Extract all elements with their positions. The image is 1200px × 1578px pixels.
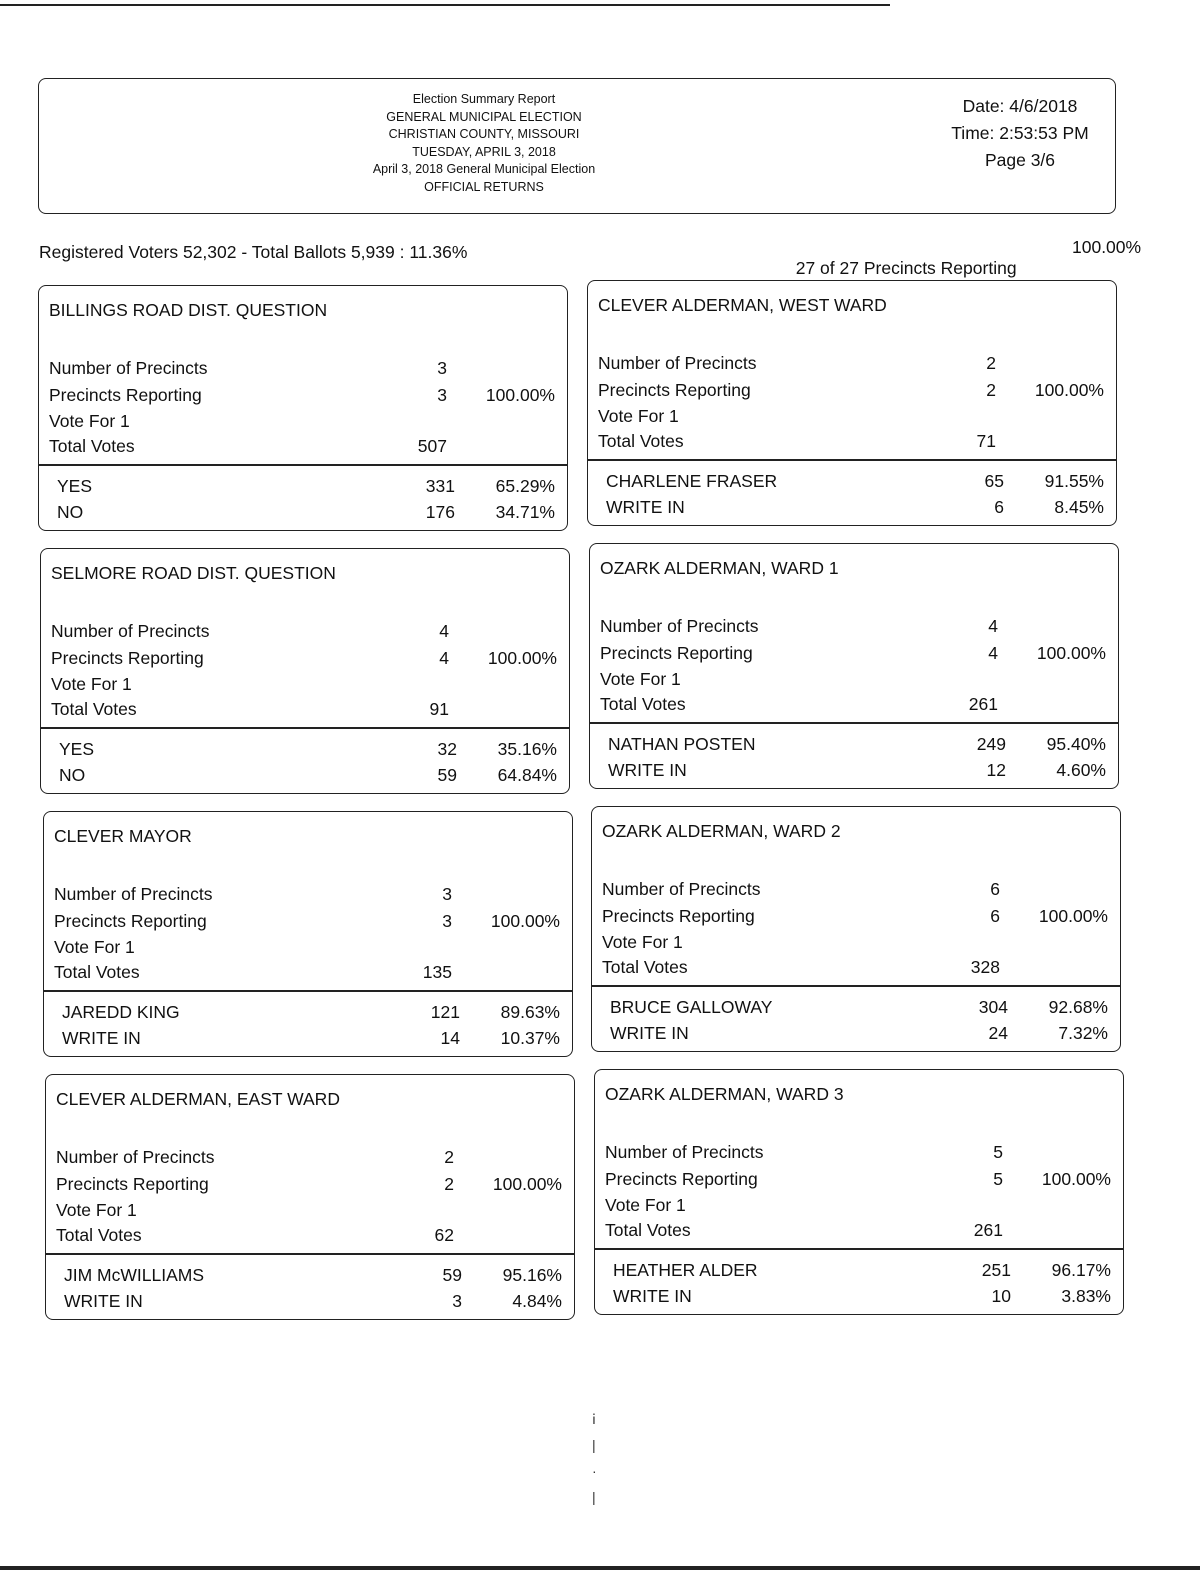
candidate-row xyxy=(613,1260,1115,1282)
stat-value: 5 xyxy=(993,1169,1003,1189)
report-title: Election Summary Report xyxy=(412,92,556,106)
candidate-name: NO xyxy=(59,765,86,785)
candidate-percent: 96.17% xyxy=(1051,1260,1111,1280)
candidate-votes: 176 xyxy=(425,502,455,522)
stat-value: 261 xyxy=(968,694,998,714)
stat-label: Total Votes xyxy=(54,962,140,982)
candidate-name: NO xyxy=(57,502,84,522)
candidate-percent: 4.84% xyxy=(512,1291,562,1311)
race-stat-row xyxy=(49,411,559,433)
candidate-row xyxy=(606,471,1108,493)
stat-label: Number of Precincts xyxy=(600,616,759,636)
candidate-percent: 10.37% xyxy=(500,1028,560,1048)
candidate-name: WRITE IN xyxy=(613,1286,692,1306)
race-stat-row xyxy=(54,937,564,959)
race-divider xyxy=(41,727,569,729)
race-divider xyxy=(592,985,1120,987)
candidate-row xyxy=(608,734,1110,756)
stat-label: Precincts Reporting xyxy=(600,643,753,663)
race-stat-row xyxy=(56,1147,566,1169)
stat-value: 5 xyxy=(993,1142,1003,1162)
race-title: CLEVER ALDERMAN, EAST WARD xyxy=(56,1089,340,1109)
candidate-name: JIM McWILLIAMS xyxy=(64,1265,205,1285)
stat-label: Vote For 1 xyxy=(600,669,681,689)
stat-value: 3 xyxy=(437,358,447,378)
candidate-percent: 92.68% xyxy=(1048,997,1108,1017)
race-stat-row xyxy=(605,1195,1115,1217)
candidate-name: WRITE IN xyxy=(610,1023,689,1043)
candidate-name: YES xyxy=(59,739,95,759)
stat-label: Total Votes xyxy=(598,431,684,451)
stat-value: 135 xyxy=(422,962,452,982)
race-stat-row xyxy=(51,699,561,721)
stat-label: Vote For 1 xyxy=(605,1195,686,1215)
race-divider xyxy=(595,1248,1123,1250)
candidate-percent: 95.40% xyxy=(1046,734,1106,754)
candidate-percent: 89.63% xyxy=(500,1002,560,1022)
candidate-row xyxy=(59,739,561,761)
candidate-percent: 64.84% xyxy=(497,765,557,785)
stat-label: Vote For 1 xyxy=(49,411,130,431)
election-full-name: April 3, 2018 General Municipal Election xyxy=(372,162,596,176)
race-stat-row xyxy=(598,353,1108,375)
stat-label: Total Votes xyxy=(605,1220,691,1240)
candidate-row xyxy=(613,1286,1115,1308)
candidate-name: CHARLENE FRASER xyxy=(606,471,778,491)
race-stat-row xyxy=(54,884,564,906)
stat-label: Vote For 1 xyxy=(51,674,132,694)
candidate-votes: 12 xyxy=(986,760,1006,780)
stat-percent: 100.00% xyxy=(1038,906,1108,926)
race-stat-row xyxy=(51,621,561,643)
candidate-percent: 95.16% xyxy=(502,1265,562,1285)
candidate-votes: 10 xyxy=(991,1286,1011,1306)
stat-percent: 100.00% xyxy=(487,648,557,668)
stat-label: Precincts Reporting xyxy=(51,648,204,668)
candidate-name: WRITE IN xyxy=(608,760,687,780)
stat-value: 4 xyxy=(439,621,449,641)
stat-percent: 100.00% xyxy=(492,1174,562,1194)
candidate-percent: 7.32% xyxy=(1058,1023,1108,1043)
race-divider xyxy=(590,722,1118,724)
stat-value: 2 xyxy=(986,380,996,400)
bottom-rule xyxy=(0,1566,1200,1570)
stat-label: Vote For 1 xyxy=(598,406,679,426)
candidate-name: NATHAN POSTEN xyxy=(608,734,756,754)
stat-value: 62 xyxy=(434,1225,454,1245)
stat-value: 261 xyxy=(973,1220,1003,1240)
race-stat-row xyxy=(54,911,564,933)
election-name: GENERAL MUNICIPAL ELECTION xyxy=(386,109,582,124)
candidate-percent: 4.60% xyxy=(1056,760,1106,780)
candidate-name: JAREDD KING xyxy=(62,1002,180,1022)
candidate-votes: 6 xyxy=(994,497,1004,517)
candidate-name: HEATHER ALDER xyxy=(613,1260,758,1280)
stat-value: 2 xyxy=(986,353,996,373)
candidate-row xyxy=(62,1028,564,1050)
stat-value: 6 xyxy=(990,906,1000,926)
candidate-row xyxy=(57,502,559,524)
race-stat-row xyxy=(600,616,1110,638)
candidate-name: WRITE IN xyxy=(64,1291,143,1311)
report-date: Date: 4/6/2018 xyxy=(962,96,1078,116)
race-box xyxy=(587,280,1117,526)
race-stat-row xyxy=(605,1169,1115,1191)
race-stat-row xyxy=(600,669,1110,691)
page-number: Page 3/6 xyxy=(984,150,1056,170)
registered-voters-summary: Registered Voters 52,302 - Total Ballots 5,939 : 11.36% xyxy=(39,242,468,262)
stat-label: Precincts Reporting xyxy=(54,911,207,931)
stat-value: 507 xyxy=(417,436,447,456)
stat-percent: 100.00% xyxy=(1036,643,1106,663)
race-stat-row xyxy=(602,932,1112,954)
race-stat-row xyxy=(600,643,1110,665)
race-divider xyxy=(588,459,1116,461)
race-stat-row xyxy=(602,957,1112,979)
candidate-percent: 35.16% xyxy=(497,739,557,759)
race-stat-row xyxy=(51,648,561,670)
stat-label: Number of Precincts xyxy=(56,1147,215,1167)
stat-label: Number of Precincts xyxy=(51,621,210,641)
top-rule xyxy=(0,4,890,6)
race-box xyxy=(594,1069,1124,1315)
race-box xyxy=(589,543,1119,789)
candidate-row xyxy=(610,997,1112,1019)
stat-value: 91 xyxy=(429,699,449,719)
race-stat-row xyxy=(598,431,1108,453)
candidate-votes: 32 xyxy=(437,739,457,759)
race-divider xyxy=(39,464,567,466)
stat-label: Number of Precincts xyxy=(54,884,213,904)
stat-label: Number of Precincts xyxy=(49,358,208,378)
stat-value: 6 xyxy=(990,879,1000,899)
precincts-reporting-text: 27 of 27 Precincts Reporting xyxy=(795,258,1017,278)
stat-value: 2 xyxy=(444,1174,454,1194)
race-stat-row xyxy=(605,1142,1115,1164)
county-name: CHRISTIAN COUNTY, MISSOURI xyxy=(388,127,580,141)
stat-label: Vote For 1 xyxy=(56,1200,137,1220)
candidate-row xyxy=(610,1023,1112,1045)
stat-value: 2 xyxy=(444,1147,454,1167)
race-stat-row xyxy=(602,906,1112,928)
race-stat-row xyxy=(598,406,1108,428)
race-box xyxy=(43,811,573,1057)
report-title-block xyxy=(339,91,629,196)
candidate-percent: 34.71% xyxy=(495,502,555,522)
precincts-reporting-pct: 100.00% xyxy=(1072,237,1142,257)
report-meta xyxy=(935,93,1105,174)
stat-label: Number of Precincts xyxy=(598,353,757,373)
scan-marks: ⅰ | · | xyxy=(592,1411,597,1505)
stat-label: Total Votes xyxy=(49,436,135,456)
stat-percent: 100.00% xyxy=(485,385,555,405)
stat-value: 3 xyxy=(437,385,447,405)
candidate-row xyxy=(57,476,559,498)
candidate-row xyxy=(59,765,561,787)
race-stat-row xyxy=(51,674,561,696)
race-title: OZARK ALDERMAN, WARD 2 xyxy=(602,821,841,841)
race-box xyxy=(45,1074,575,1320)
race-stat-row xyxy=(49,385,559,407)
race-divider xyxy=(46,1253,574,1255)
race-stat-row xyxy=(56,1225,566,1247)
candidate-row xyxy=(64,1265,566,1287)
candidate-percent: 8.45% xyxy=(1054,497,1104,517)
race-title: CLEVER MAYOR xyxy=(54,826,192,846)
stat-label: Precincts Reporting xyxy=(56,1174,209,1194)
race-stat-row xyxy=(598,380,1108,402)
candidate-votes: 251 xyxy=(981,1260,1011,1280)
race-divider xyxy=(44,990,572,992)
candidate-votes: 3 xyxy=(452,1291,462,1311)
candidate-votes: 65 xyxy=(984,471,1004,491)
race-stat-row xyxy=(56,1174,566,1196)
stat-value: 4 xyxy=(988,616,998,636)
race-title: BILLINGS ROAD DIST. QUESTION xyxy=(49,300,328,320)
stat-label: Number of Precincts xyxy=(605,1142,764,1162)
stat-label: Total Votes xyxy=(51,699,137,719)
stat-value: 328 xyxy=(970,957,1000,977)
report-header xyxy=(38,78,1116,214)
candidate-percent: 3.83% xyxy=(1061,1286,1111,1306)
race-title: SELMORE ROAD DIST. QUESTION xyxy=(51,563,336,583)
candidate-percent: 91.55% xyxy=(1044,471,1104,491)
candidate-votes: 304 xyxy=(978,997,1008,1017)
stat-value: 3 xyxy=(442,911,452,931)
candidate-row xyxy=(62,1002,564,1024)
stat-label: Precincts Reporting xyxy=(605,1169,758,1189)
stat-value: 71 xyxy=(976,431,996,451)
returns-status: OFFICIAL RETURNS xyxy=(424,179,544,194)
election-date: TUESDAY, APRIL 3, 2018 xyxy=(412,144,556,159)
race-title: OZARK ALDERMAN, WARD 1 xyxy=(600,558,839,578)
candidate-row xyxy=(606,497,1108,519)
stat-label: Vote For 1 xyxy=(602,932,683,952)
race-stat-row xyxy=(49,358,559,380)
candidate-votes: 14 xyxy=(440,1028,460,1048)
candidate-votes: 249 xyxy=(976,734,1006,754)
race-title: OZARK ALDERMAN, WARD 3 xyxy=(605,1084,844,1104)
race-box xyxy=(38,285,568,531)
candidate-name: WRITE IN xyxy=(62,1028,141,1048)
report-time: Time: 2:53:53 PM xyxy=(951,123,1089,143)
stat-percent: 100.00% xyxy=(490,911,560,931)
race-title: CLEVER ALDERMAN, WEST WARD xyxy=(598,295,887,315)
stat-label: Precincts Reporting xyxy=(49,385,202,405)
stat-percent: 100.00% xyxy=(1041,1169,1111,1189)
candidate-row xyxy=(608,760,1110,782)
stat-percent: 100.00% xyxy=(1034,380,1104,400)
candidate-votes: 121 xyxy=(430,1002,460,1022)
stat-label: Total Votes xyxy=(600,694,686,714)
race-stat-row xyxy=(54,962,564,984)
stat-value: 4 xyxy=(439,648,449,668)
stat-value: 3 xyxy=(442,884,452,904)
candidate-percent: 65.29% xyxy=(495,476,555,496)
stat-value: 4 xyxy=(988,643,998,663)
race-stat-row xyxy=(600,694,1110,716)
stat-label: Number of Precincts xyxy=(602,879,761,899)
candidate-votes: 59 xyxy=(437,765,457,785)
stat-label: Total Votes xyxy=(56,1225,142,1245)
candidate-name: BRUCE GALLOWAY xyxy=(610,997,773,1017)
stat-label: Precincts Reporting xyxy=(598,380,751,400)
stat-label: Vote For 1 xyxy=(54,937,135,957)
race-stat-row xyxy=(49,436,559,458)
candidate-row xyxy=(64,1291,566,1313)
race-stat-row xyxy=(56,1200,566,1222)
candidate-name: WRITE IN xyxy=(606,497,685,517)
candidate-votes: 24 xyxy=(988,1023,1008,1043)
race-box xyxy=(40,548,570,794)
candidate-votes: 59 xyxy=(442,1265,462,1285)
stat-label: Precincts Reporting xyxy=(602,906,755,926)
candidate-votes: 331 xyxy=(425,476,455,496)
race-stat-row xyxy=(602,879,1112,901)
race-stat-row xyxy=(605,1220,1115,1242)
stat-label: Total Votes xyxy=(602,957,688,977)
race-box xyxy=(591,806,1121,1052)
candidate-name: YES xyxy=(57,476,93,496)
